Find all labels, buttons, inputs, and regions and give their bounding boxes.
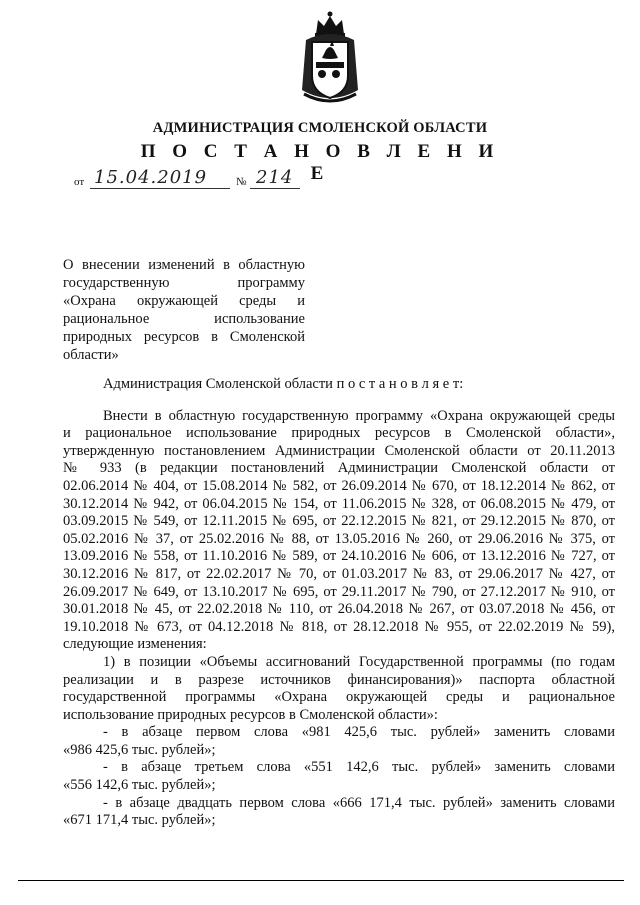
paragraph-line: № 933 (в редакции постановлений Администрации Смоленской области от — [63, 460, 615, 477]
paragraph-line: «986 425,6 тыс. рублей»; — [63, 741, 216, 758]
number-underline — [250, 188, 300, 189]
paragraph-main — [63, 408, 615, 654]
subject-line: «Охрана окружающей среды и — [63, 293, 305, 309]
paragraph-line: утвержденную постановлением Администрации Смоленской области от 20.11.2013 — [63, 442, 615, 459]
list-item-1 — [63, 654, 615, 724]
paragraph-line: 30.12.2014 № 942, от 06.04.2015 № 154, от 11.06.2015 № 328, от 06.08.2015 № 479, от — [63, 495, 615, 512]
handwritten-number: 214 — [256, 167, 294, 188]
paragraph-line: 19.10.2018 № 673, от 04.12.2018 № 818, от 28.12.2018 № 955, от 22.02.2019 № 59), — [63, 618, 615, 635]
paragraph-line: 05.02.2016 № 37, от 25.02.2016 № 88, от 13.05.2016 № 260, от 29.06.2016 № 375, от — [63, 530, 615, 547]
paragraph-line: 03.09.2015 № 549, от 12.11.2015 № 695, от 22.12.2015 № 821, от 29.12.2015 № 870, от — [63, 513, 615, 530]
paragraph-line: Внести в областную государственную программу «Охрана окружающей среды — [103, 407, 615, 424]
smolensk-coat-of-arms-icon — [296, 10, 364, 110]
subject-line: рациональное использование — [63, 311, 305, 327]
organization-name: АДМИНИСТРАЦИЯ СМОЛЕНСКОЙ ОБЛАСТИ — [152, 120, 488, 136]
subject-line: области» — [63, 347, 119, 363]
paragraph-line: следующие изменения: — [63, 636, 207, 653]
date-number-line — [60, 167, 380, 193]
paragraph-line: и рациональное использование природных ресурсов в Смоленской области», — [63, 425, 615, 442]
paragraph-line: 30.12.2016 № 817, от 22.02.2017 № 70, от 01.03.2017 № 83, от 29.06.2017 № 427, от — [63, 565, 615, 582]
document-body — [63, 376, 615, 830]
paragraph-line: - в абзаце первом слова «981 425,6 тыс. рублей» заменить словами — [103, 724, 615, 741]
date-underline — [90, 188, 230, 189]
sub-item-2 — [63, 759, 615, 794]
handwritten-date: 15.04.2019 — [94, 167, 208, 188]
paragraph-line: 13.09.2016 № 558, от 11.10.2016 № 589, от 24.10.2016 № 606, от 13.12.2016 № 727, от — [63, 548, 615, 565]
from-label: от — [74, 176, 85, 188]
paragraph-line: - в абзаце третьем слова «551 142,6 тыс. рублей» заменить словами — [103, 759, 615, 776]
number-label: № — [236, 176, 247, 188]
paragraph-line: «671 171,4 тыс. рублей»; — [63, 812, 216, 829]
paragraph-line: государственной программы «Охрана окружающей среды и рациональное — [63, 689, 615, 706]
bottom-rule — [18, 880, 624, 881]
paragraph-line: 26.09.2017 № 649, от 13.10.2017 № 695, от 29.11.2017 № 790, от 27.12.2017 № 910, от — [63, 583, 615, 600]
subject-line: О внесении изменений в областную — [63, 257, 305, 273]
subject-line: государственную программу — [63, 275, 305, 291]
paragraph-line: «556 142,6 тыс. рублей»; — [63, 777, 216, 794]
document-subject — [63, 256, 305, 364]
paragraph-line: 1) в позиции «Объемы ассигнований Государственной программы (по годам — [103, 653, 615, 670]
document-type: П О С Т А Н О В Л Е Н И Е — [140, 141, 500, 184]
intro-paragraph: Администрация Смоленской области п о с т а н о в л я е т: — [103, 376, 464, 392]
subject-line: природных ресурсов в Смоленской — [63, 329, 305, 345]
paragraph-line: использование природных ресурсов в Смоленской области»: — [63, 706, 438, 723]
sub-item-1 — [63, 724, 615, 759]
sub-item-3 — [63, 795, 615, 830]
paragraph-line: 02.06.2014 № 404, от 15.08.2014 № 582, от 26.09.2014 № 670, от 18.12.2014 № 862, от — [63, 477, 615, 494]
paragraph-line: - в абзаце двадцать первом слова «666 171,4 тыс. рублей» заменить словами — [103, 794, 615, 811]
paragraph-line: 30.01.2018 № 45, от 22.02.2018 № 110, от 26.04.2018 № 267, от 03.07.2018 № 456, от — [63, 601, 615, 618]
paragraph-line: реализации и в разрезе источников финансирования)» паспорта областной — [63, 671, 615, 688]
